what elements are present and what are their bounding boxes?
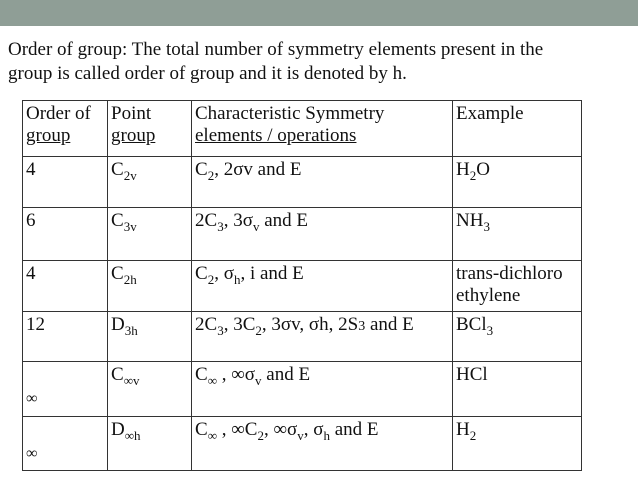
cell-order (23, 312, 108, 362)
char-part: and E (329, 419, 379, 440)
char-part: , 3C (223, 314, 256, 335)
char-part: , ∞σ (216, 364, 256, 385)
char-part: , 3σv, σh, 2S (261, 314, 359, 335)
char-part: C (195, 263, 208, 284)
cell-order (23, 157, 108, 208)
cell-example (453, 157, 582, 208)
char-sub: ∞ (207, 372, 217, 388)
table-row (23, 261, 582, 312)
cell-order (23, 362, 108, 417)
point-symbol: C (111, 263, 124, 284)
char-part: , ∞C (216, 419, 258, 440)
point-subscript: ∞h (124, 427, 141, 443)
table-row (23, 417, 582, 471)
example-sub: 3 (483, 218, 490, 234)
example-line1: trans-dichloro (456, 263, 563, 284)
point-symbol: D (111, 419, 125, 440)
table-header-row (23, 101, 582, 157)
char-sub: v (252, 218, 260, 234)
char-part: , σ (214, 263, 234, 284)
char-sub: v (297, 427, 304, 443)
point-symbol: D (111, 314, 125, 335)
char-part: , 2σv and E (214, 159, 302, 180)
char-sub: v (255, 372, 262, 388)
char-part: and E (259, 210, 308, 231)
infinity-order: ∞ (26, 445, 38, 462)
cell-order (23, 208, 108, 261)
table-row (23, 312, 582, 362)
example-sub: 2 (469, 427, 477, 443)
cell-example (453, 417, 582, 471)
char-part: , ∞σ (263, 419, 298, 440)
top-bar (0, 0, 638, 26)
order-value: 4 (26, 159, 36, 180)
example-sub: 2 (469, 167, 477, 183)
point-subscript: 2v (123, 167, 137, 183)
point-symbol: C (111, 364, 124, 385)
cell-characteristic (192, 261, 453, 312)
char-sub: h (233, 271, 241, 287)
table-row (23, 208, 582, 261)
point-symbol: C (111, 210, 124, 231)
cell-point-group (108, 312, 192, 362)
table-row (23, 157, 582, 208)
example-part: NH (456, 210, 484, 231)
infinity-order: ∞ (26, 390, 38, 407)
cell-characteristic (192, 362, 453, 417)
char-sub: ∞ (207, 427, 217, 443)
char-part: and E (365, 314, 414, 335)
char-part: , σ (303, 419, 324, 440)
cell-characteristic (192, 417, 453, 471)
header-point (108, 101, 192, 157)
cell-characteristic (192, 157, 453, 208)
intro-paragraph (8, 38, 633, 86)
point-subscript: ∞v (123, 372, 140, 388)
header-point-line2: group (111, 125, 156, 146)
example-part: O (476, 159, 490, 180)
cell-example (453, 261, 582, 312)
point-subscript: 3v (123, 218, 137, 234)
example-part: HCl (456, 364, 488, 385)
char-sub: h (323, 427, 330, 443)
char-part: C (195, 364, 208, 385)
point-symbol: C (111, 159, 124, 180)
char-part: C (195, 419, 208, 440)
header-char-line1: Characteristic Symmetry (195, 103, 385, 124)
point-subscript: 2h (123, 271, 137, 287)
cell-point-group (108, 362, 192, 417)
char-sub: 2 (207, 167, 215, 183)
cell-characteristic (192, 208, 453, 261)
char-sub: 2 (207, 271, 215, 287)
example-part: BCl (456, 314, 487, 335)
header-order (23, 101, 108, 157)
example-sub: 3 (486, 322, 494, 338)
char-part: , 3σ (223, 210, 253, 231)
example-part: H (456, 419, 470, 440)
char-sub: 3 (217, 322, 224, 338)
char-part: and E (261, 364, 311, 385)
char-sub: 2 (257, 427, 264, 443)
cell-characteristic (192, 312, 453, 362)
char-sub: 2 (255, 322, 262, 338)
char-part: 2C (195, 210, 218, 231)
header-char-line2: elements / operations (195, 125, 357, 146)
header-point-line1: Point (111, 103, 152, 124)
cell-example (453, 362, 582, 417)
cell-example (453, 312, 582, 362)
header-order-line1: Order of (26, 103, 91, 124)
cell-point-group (108, 261, 192, 312)
cell-point-group (108, 157, 192, 208)
cell-point-group (108, 417, 192, 471)
point-subscript: 3h (124, 322, 138, 338)
cell-example (453, 208, 582, 261)
order-value: 6 (26, 210, 36, 231)
header-order-line2: group (26, 125, 71, 146)
cell-point-group (108, 208, 192, 261)
point-group-table (22, 100, 582, 471)
example-part: H (456, 159, 470, 180)
char-small: 3 (358, 319, 366, 334)
char-part: 2C (195, 314, 218, 335)
header-example (453, 101, 582, 157)
cell-order (23, 261, 108, 312)
header-characteristic (192, 101, 453, 157)
example-line2: ethylene (456, 285, 521, 306)
char-sub: 3 (217, 218, 224, 234)
char-part: C (195, 159, 208, 180)
cell-order (23, 417, 108, 471)
order-value: 12 (26, 314, 45, 335)
intro-line-2: group is called order of group and it is denoted by h. (8, 63, 407, 84)
char-part: , i and E (240, 263, 304, 284)
intro-line-1: Order of group: The total number of symmetry elements present in the (8, 39, 544, 60)
order-value: 4 (26, 263, 36, 284)
table-row (23, 362, 582, 417)
header-example-text: Example (456, 103, 524, 124)
